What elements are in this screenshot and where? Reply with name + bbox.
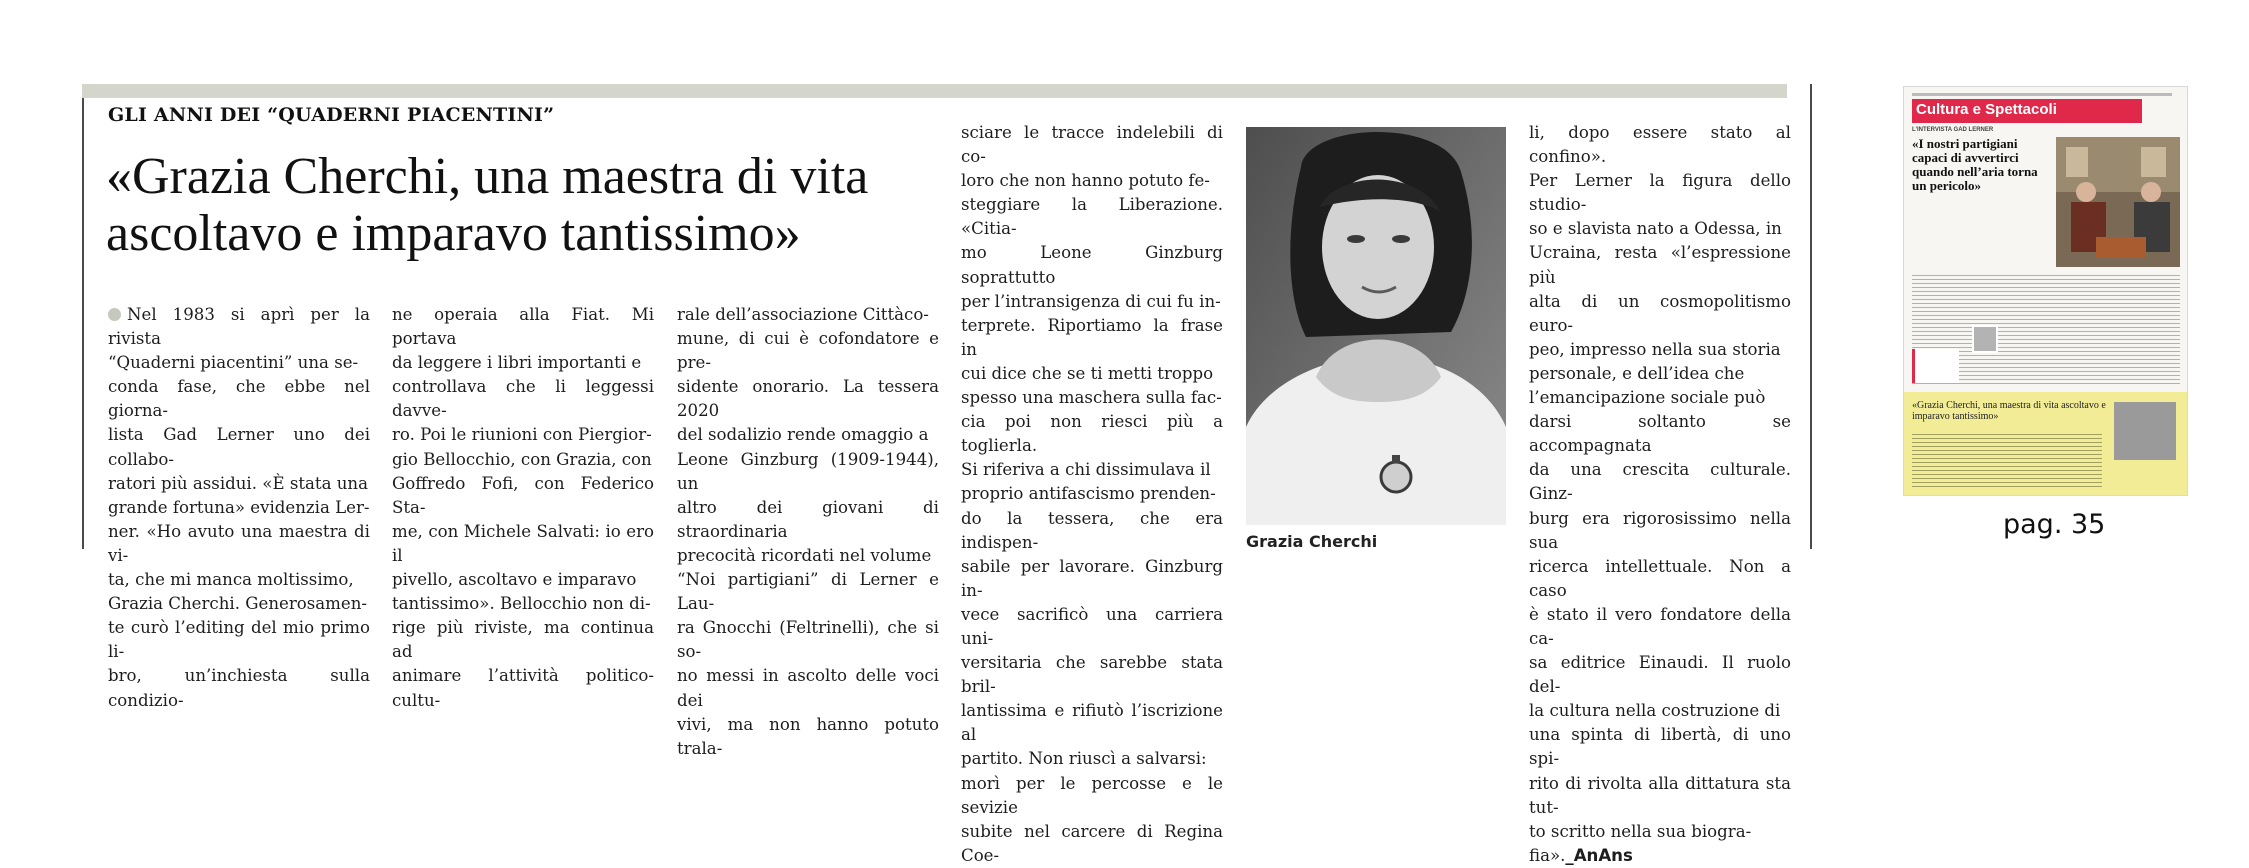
page-thumbnail[interactable] [1903, 86, 2188, 496]
thumb-footer-text [1912, 434, 2102, 489]
thumb-author-photo [1972, 325, 1998, 353]
article-column-4: sciare le tracce indelebili di co- loro che non hanno potuto fe- steggiare la Liberazione. «Citia- mo Leone Ginzburg soprattutto per l’intransigenza di cui fu in- terprete. Riportiamo la frase in cui dice che se ti metti troppo spesso una maschera sulla fac- cia poi non riesci più a toglierla. Si riferiva a chi dissimulava il proprio antifascismo prenden- do la tessera, che era indispen- sabile per lavorare. Ginzburg in- vece sacrificò una carriera uni- versitaria che sarebbe stata bril- lantissima e rifiutò l’iscrizione al partito. Non riuscì a salvarsi: morì per le percosse e le sevizie subite nel carcere di Regina Coe- [961, 123, 1223, 865]
article-kicker: GLI ANNI DEI “QUADERNI PIACENTINI” [108, 104, 555, 126]
left-column-rule [82, 84, 84, 549]
thumb-photo [2056, 137, 2180, 267]
thumb-top-strip [1912, 93, 2172, 96]
thumb-section-title: Cultura e Spettacoli [1916, 101, 2057, 118]
page-number-label: pag. 35 [2003, 509, 2106, 540]
article-column-3: rale dell’associazione Cittàco- mune, di cui è cofondatore e pre- sidente onorario. La tessera 2020 del sodalizio rende omaggio a Leone Ginzburg (1909-1944), un altro dei giovani di straordinaria precocità ricordati nel volume “Noi partigiani” di Lerner e Lau- ra Gnocchi (Feltrinelli), che si so- no messi in ascolto delle voci dei vivi, ma non hanno potuto trala- [677, 305, 939, 758]
article-signature: _AnAns [1565, 845, 1633, 865]
portrait-illustration [1246, 127, 1506, 525]
portrait-photo [1246, 127, 1506, 525]
thumb-highlight-box [1904, 392, 2187, 495]
article-headline: «Grazia Cherchi, una maestra di vita ascoltavo e imparavo tantissimo» [106, 148, 869, 262]
thumb-interview-label: L’INTERVISTA GAD LERNER [1912, 127, 1994, 133]
top-band [82, 84, 1787, 98]
bullet-icon [108, 308, 121, 321]
thumb-footer-headline: «Grazia Cherchi, una maestra di vita ascoltavo e imparavo tantissimo» [1912, 400, 2106, 422]
article-column-5 [1529, 121, 1791, 868]
article-column-2: ne operaia alla Fiat. Mi portava da leggere i libri importanti e controllava che li leggessi davve- ro. Poi le riunioni con Piergior- gio Bellocchio, con Grazia, con Goffredo Fofi, con Federico Sta- me, con Michele Salvati: io ero il pivello, ascoltavo e imparavo tantissimo». Bellocchio non di- rige più riviste, ma continua ad animare l’attività politico-cultu- [392, 305, 654, 710]
right-column-rule [1810, 84, 1812, 549]
thumb-quote-box [1912, 349, 1959, 383]
column-5-text: li, dopo essere stato al confino». Per Lerner la figura dello studio- so e slavista nato a Odessa, in Ucraina, resta «l’espressione più alta di un cosmopolitismo euro- peo, impresso nella sua storia personale, e dell’idea che l’emancipazione sociale può darsi soltanto se accompagnata da una crescita culturale. Ginz- burg era rigorosissimo nella sua ricerca intellettuale. Non a caso è stato il vero fondatore della ca- sa editrice Einaudi. Il ruolo del- la cultura nella costruzione di una spinta di libertà, di uno spi- rito di rivolta alla dittatura sta tut- to scritto nella sua biogra- fia». [1529, 123, 1791, 865]
photo-caption: Grazia Cherchi [1246, 532, 1378, 551]
thumb-footer-photo [2114, 402, 2176, 460]
article-column-1 [108, 303, 370, 713]
thumb-headline: «I nostri partigiani capaci di avvertirci quando nell’aria torna un pericolo» [1912, 136, 2038, 193]
column-1-text: Nel 1983 si aprì per la rivista “Quaderni piacentini” una se- conda fase, che ebbe nel giorna- lista Gad Lerner uno dei collabo- ratori più assidui. «È stata una grande fortuna» evidenzia Ler- ner. «Ho avuto una maestra di vi- ta, che mi manca moltissimo, Grazia Cherchi. Generosamen- te curò l’editing del mio primo li- bro, un’inchiesta sulla condizio- [108, 305, 370, 710]
thumb-section-banner [1912, 99, 2142, 123]
